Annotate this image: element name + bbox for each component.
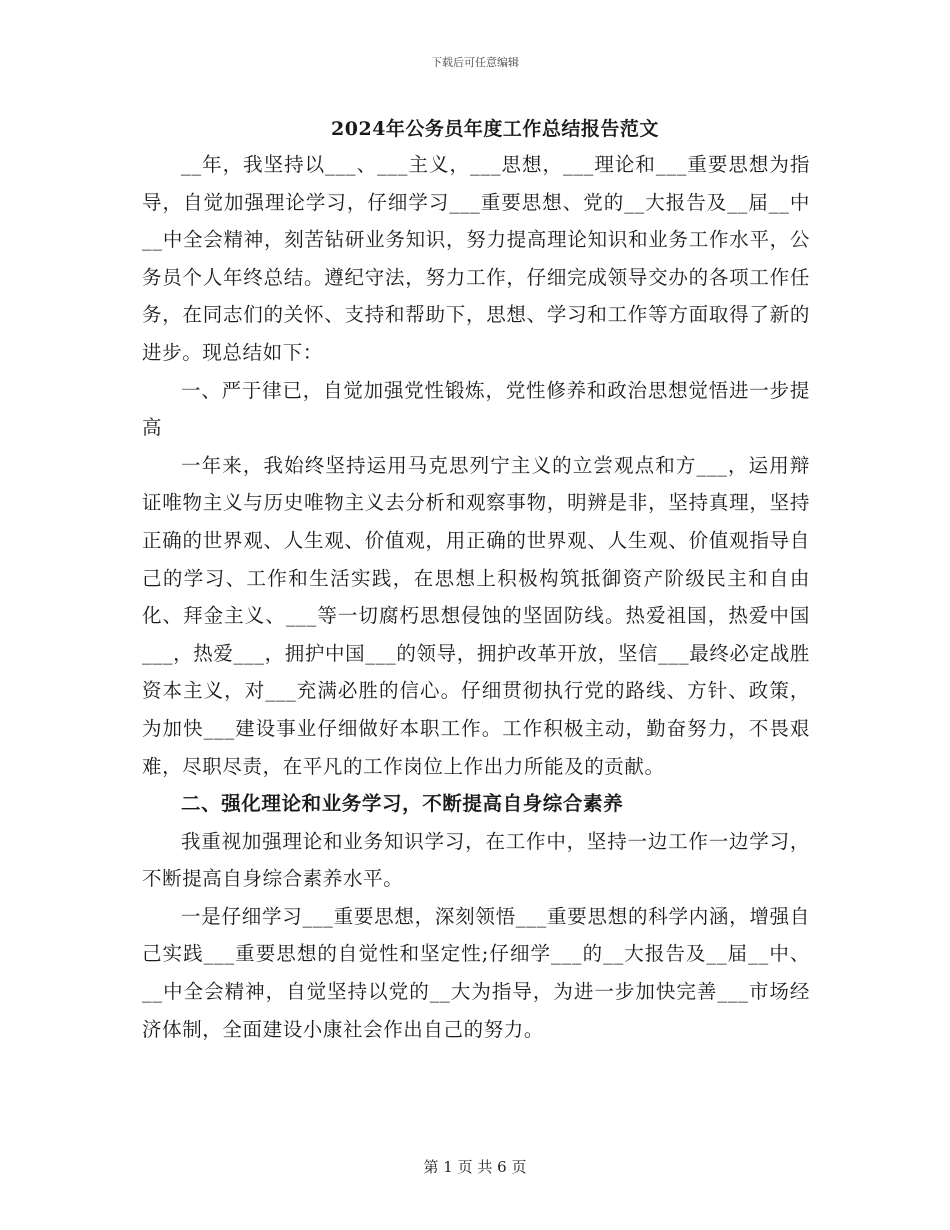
- paragraph-section-2-point-1: 一是仔细学习___重要思想，深刻领悟___重要思想的科学内涵，增强自己实践___重要思想的自觉性和坚定性;仔细学___的__大报告及__届__中、__中全会精神，自觉坚持以党的__大为指导，为进一步加快完善___市场经济体制，全面建设小康社会作出自己的努力。: [142, 904, 810, 1041]
- paragraph-section-1: 一年来，我始终坚持运用马克思列宁主义的立尝观点和方___，运用辩证唯物主义与历史唯物主义去分析和观察事物，明辨是非，坚持真理，坚持正确的世界观、人生观、价值观，用正确的世界观、人生观、价值观指导自己的学习、工作和生活实践，在思想上积极构筑抵御资产阶级民主和自由化、拜金主义、___等一切腐朽思想侵蚀的坚固防线。热爱祖国，热爱中国___，热爱___，拥护中国___的领导，拥护改革开放，坚信___最终必定战胜资本主义，对___充满必胜的信心。仔细贯彻执行党的路线、方针、政策，为加快___建设事业仔细做好本职工作。工作积极主动，勤奋努力，不畏艰难，尽职尽责，在平凡的工作岗位上作出力所能及的贡献。: [142, 453, 810, 778]
- section-heading-2: 二、强化理论和业务学习，不断提高自身综合素养: [181, 792, 624, 816]
- paragraph-intro: __年，我坚持以___、___主义，___思想，___理论和___重要思想为指导，自觉加强理论学习，仔细学习___重要思想、党的__大报告及__届__中__中全会精神，刻苦钻研业务知识，努力提高理论知识和业务工作水平，公务员个人年终总结。遵纪守法，努力工作，仔细完成领导交办的各项工作任务，在同志们的关怀、支持和帮助下，思想、学习和工作等方面取得了新的进步。现总结如下：: [142, 153, 810, 364]
- document-title: 2024年公务员年度工作总结报告范文: [331, 118, 659, 140]
- page-footer: 第 1 页 共 6 页: [423, 1158, 527, 1176]
- document-body: [142, 146, 810, 1048]
- paragraph-section-2-intro: 我重视加强理论和业务知识学习，在工作中，坚持一边工作一边学习，不断提高自身综合素养水平。: [142, 829, 810, 891]
- section-heading-1: 一、严于律已，自觉加强党性锻炼，党性修养和政治思想觉悟进一步提高: [142, 378, 810, 440]
- page-header-note: 下载后可任意编辑: [431, 56, 519, 69]
